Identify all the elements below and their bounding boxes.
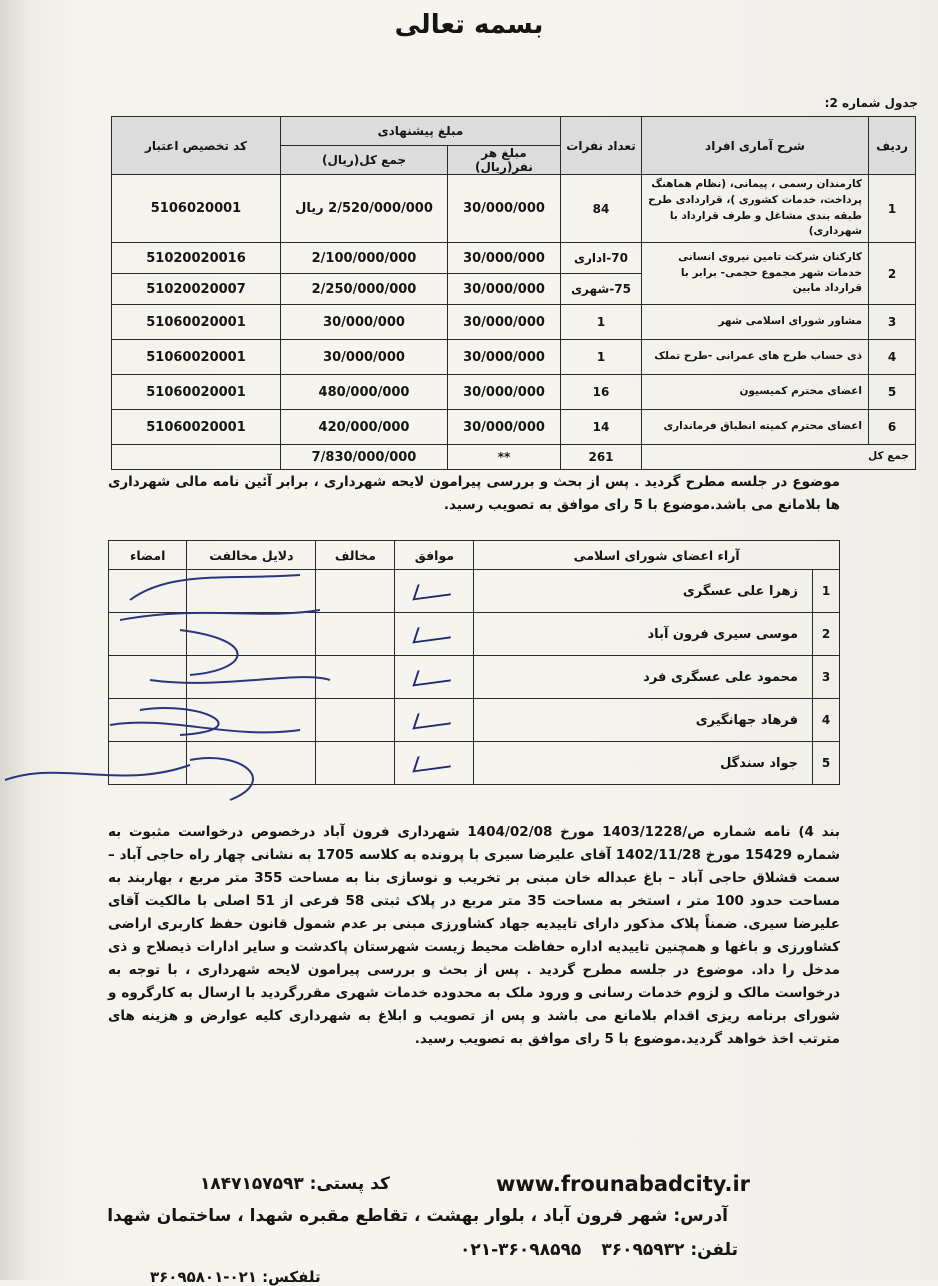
col-disagree: مخالف — [316, 541, 395, 570]
row-number: 5 — [869, 375, 916, 410]
row-code: 51060020001 — [112, 375, 281, 410]
checkmark-icon — [413, 665, 456, 686]
row-code: 51060020001 — [112, 410, 281, 445]
row-desc: کارکنان شرکت تامین نیروی انسانی خدمات شهر مجموع حجمی- برابر با قرارداد مابین — [642, 243, 869, 305]
phone-number: تلفن: ۳۶۰۹۵۹۳۲ — [601, 1240, 738, 1260]
agree-cell — [395, 699, 474, 742]
row-per-person: 30/000/000 — [448, 410, 561, 445]
col-per-person: مبلغ هر نفر(ریال) — [448, 146, 561, 175]
agree-cell — [395, 656, 474, 699]
row-per-person: 30/000/000 — [448, 375, 561, 410]
row-per-person: 30/000/000 — [448, 274, 561, 305]
checkmark-icon — [413, 622, 456, 643]
row-code: 51060020001 — [112, 305, 281, 340]
member-name: جواد سندگل — [474, 742, 813, 785]
row-per-person: 30/000/000 — [448, 305, 561, 340]
row-count: 1 — [561, 305, 642, 340]
row-per-person: 30/000/000 — [448, 340, 561, 375]
footer — [0, 1160, 938, 1286]
total-label: جمع کل — [642, 445, 916, 470]
member-name: فرهاد جهانگیری — [474, 699, 813, 742]
row-number: 2 — [869, 243, 916, 305]
col-members: آراء اعضای شورای اسلامی — [474, 541, 840, 570]
col-total: جمع کل(ریال) — [281, 146, 448, 175]
agree-cell — [395, 570, 474, 613]
table-row — [112, 375, 916, 410]
row-desc: کارمندان رسمی ، پیمانی، (نظام هماهنگ پرداخت، خدمات کشوری )، قراردادی طرح طبقه بندی مشاغل و طرف قرارداد با شهرداری) — [642, 175, 869, 243]
table-row — [112, 243, 916, 274]
row-desc: مشاور شورای اسلامی شهر — [642, 305, 869, 340]
paragraph-item4: بند 4) نامه شماره ص/1403/1228 مورخ 1404/02/08 شهرداری فرون آباد درخصوص درخواست مثبوت به شماره 15429 مورخ 1402/11/28 آقای علیرضا سیری با پرونده به کلاسه 1705 به نشانی چهار راه حاجی آباد – سمت قشلاق حاجی آباد – باغ عبداله خان مبنی بر تخریب و نوسازی بنا به مساحت 355 متر مربع ، بهاربند به مساحت حدود 100 متر ، استخر به مساحت 35 متر مربع در پلاک ثبتی 58 فرعی از 51 اصلی با مالکیت آقای علیرضا سیری. ضمناً پلاک مذکور دارای تاییدیه جهاد کشاورزی مبنی بر عدم شمول قانون حفظ کاربری اراضی کشاورزی و باغها و همچنین تاییدیه اداره حفاظت محیط زیست شهرستان پاکدشت و سایر ادارات ذیصلاح و ذی مدخل را داد. موضوع در جلسه مطرح گردید . پس از بحث و بررسی پیرامون لایحه شهرداری ، با توجه به درخواست مالک و لزوم خدمات رسانی و ورود ملک به محدوده خدمات شهری مقررگردید با ارسال به کارگروه و شورای برنامه ریزی اقدام بلامانع می باشد و پس از تصویب و ابلاغ به شهرداری کلیه عوارض و هزینه های مترتب اخذ خواهد گردید.موضوع با 5 رای موافق به تصویب رسید. — [108, 824, 840, 1047]
member-number: 4 — [813, 699, 840, 742]
row-total: 2/520/000/000 ریال — [281, 175, 448, 243]
col-count: تعداد نفرات — [561, 117, 642, 175]
member-number: 5 — [813, 742, 840, 785]
phone-number-2: ۰۲۱-۳۶۰۹۸۵۹۵ — [460, 1240, 582, 1260]
row-total: 30/000/000 — [281, 340, 448, 375]
checkmark-icon — [413, 708, 456, 729]
row-per-person: 30/000/000 — [448, 175, 561, 243]
col-code: کد تخصیص اعتبار — [112, 117, 281, 175]
row-code: 5106020001 — [112, 175, 281, 243]
website-link[interactable]: www.frounabadcity.ir — [496, 1172, 751, 1196]
row-desc: اعضای محترم کمیسیون — [642, 375, 869, 410]
row-total: 2/250/000/000 — [281, 274, 448, 305]
checkmark-icon — [413, 579, 456, 600]
agree-cell — [395, 742, 474, 785]
row-count: 16 — [561, 375, 642, 410]
row-number: 6 — [869, 410, 916, 445]
member-name: موسی سیری فرون آباد — [474, 613, 813, 656]
table-label: جدول شماره 2: — [824, 96, 918, 110]
table-row — [112, 175, 916, 243]
col-reasons: دلایل مخالفت — [187, 541, 316, 570]
postal-code: کد پستی: ۱۸۴۷۱۵۷۵۹۳ — [200, 1174, 390, 1194]
address: آدرس: شهر فرون آباد ، بلوار بهشت ، تقاطع مقبره شهدا ، ساختمان شهدا — [107, 1206, 728, 1226]
row-number: 3 — [869, 305, 916, 340]
col-row: ردیف — [869, 117, 916, 175]
table-row — [112, 410, 916, 445]
member-name: زهرا علی عسگری — [474, 570, 813, 613]
checkmark-icon — [413, 751, 456, 772]
paragraph-approval: موضوع در جلسه مطرح گردید . پس از بحث و بررسی پیرامون لایحه شهرداری ، برابر آئین نامه مالی شهرداری ها بلامانع می باشد.موضوع با 5 رای موافق به تصویب رسید. — [108, 474, 840, 513]
col-agree: موافق — [395, 541, 474, 570]
row-number: 1 — [869, 175, 916, 243]
col-desc: شرح آماری افراد — [642, 117, 869, 175]
row-code: 51060020001 — [112, 340, 281, 375]
row-count: 14 — [561, 410, 642, 445]
row-total: 480/000/000 — [281, 375, 448, 410]
row-desc: ذی حساب طرح های عمرانی -طرح تملک — [642, 340, 869, 375]
row-number: 4 — [869, 340, 916, 375]
table-row — [112, 305, 916, 340]
total-per-person: ** — [448, 445, 561, 470]
row-total: 420/000/000 — [281, 410, 448, 445]
member-number: 1 — [813, 570, 840, 613]
fax-number: تلفکس: ۰۲۱-۳۶۰۹۵۸۰۱ — [150, 1268, 321, 1286]
row-total: 30/000/000 — [281, 305, 448, 340]
row-per-person: 30/000/000 — [448, 243, 561, 274]
row-count: 70-اداری — [561, 243, 642, 274]
total-count: 261 — [561, 445, 642, 470]
col-sign: امضاء — [109, 541, 187, 570]
agree-cell — [395, 613, 474, 656]
row-total: 2/100/000/000 — [281, 243, 448, 274]
member-name: محمود علی عسگری فرد — [474, 656, 813, 699]
handwritten-signatures — [0, 560, 340, 810]
row-code: 51020020007 — [112, 274, 281, 305]
row-desc: اعضای محترم کمیته انطباق فرمانداری — [642, 410, 869, 445]
member-number: 3 — [813, 656, 840, 699]
document-title: بسمه تعالی — [394, 10, 544, 40]
row-count: 1 — [561, 340, 642, 375]
member-number: 2 — [813, 613, 840, 656]
budget-table — [111, 116, 916, 470]
total-sum: 7/830/000/000 — [281, 445, 448, 470]
row-code: 51020020016 — [112, 243, 281, 274]
col-proposed: مبلغ پیشنهادی — [281, 117, 561, 146]
table-row — [112, 340, 916, 375]
total-row — [112, 445, 916, 470]
row-count: 84 — [561, 175, 642, 243]
total-code-empty — [112, 445, 281, 470]
row-count: 75-شهری — [561, 274, 642, 305]
